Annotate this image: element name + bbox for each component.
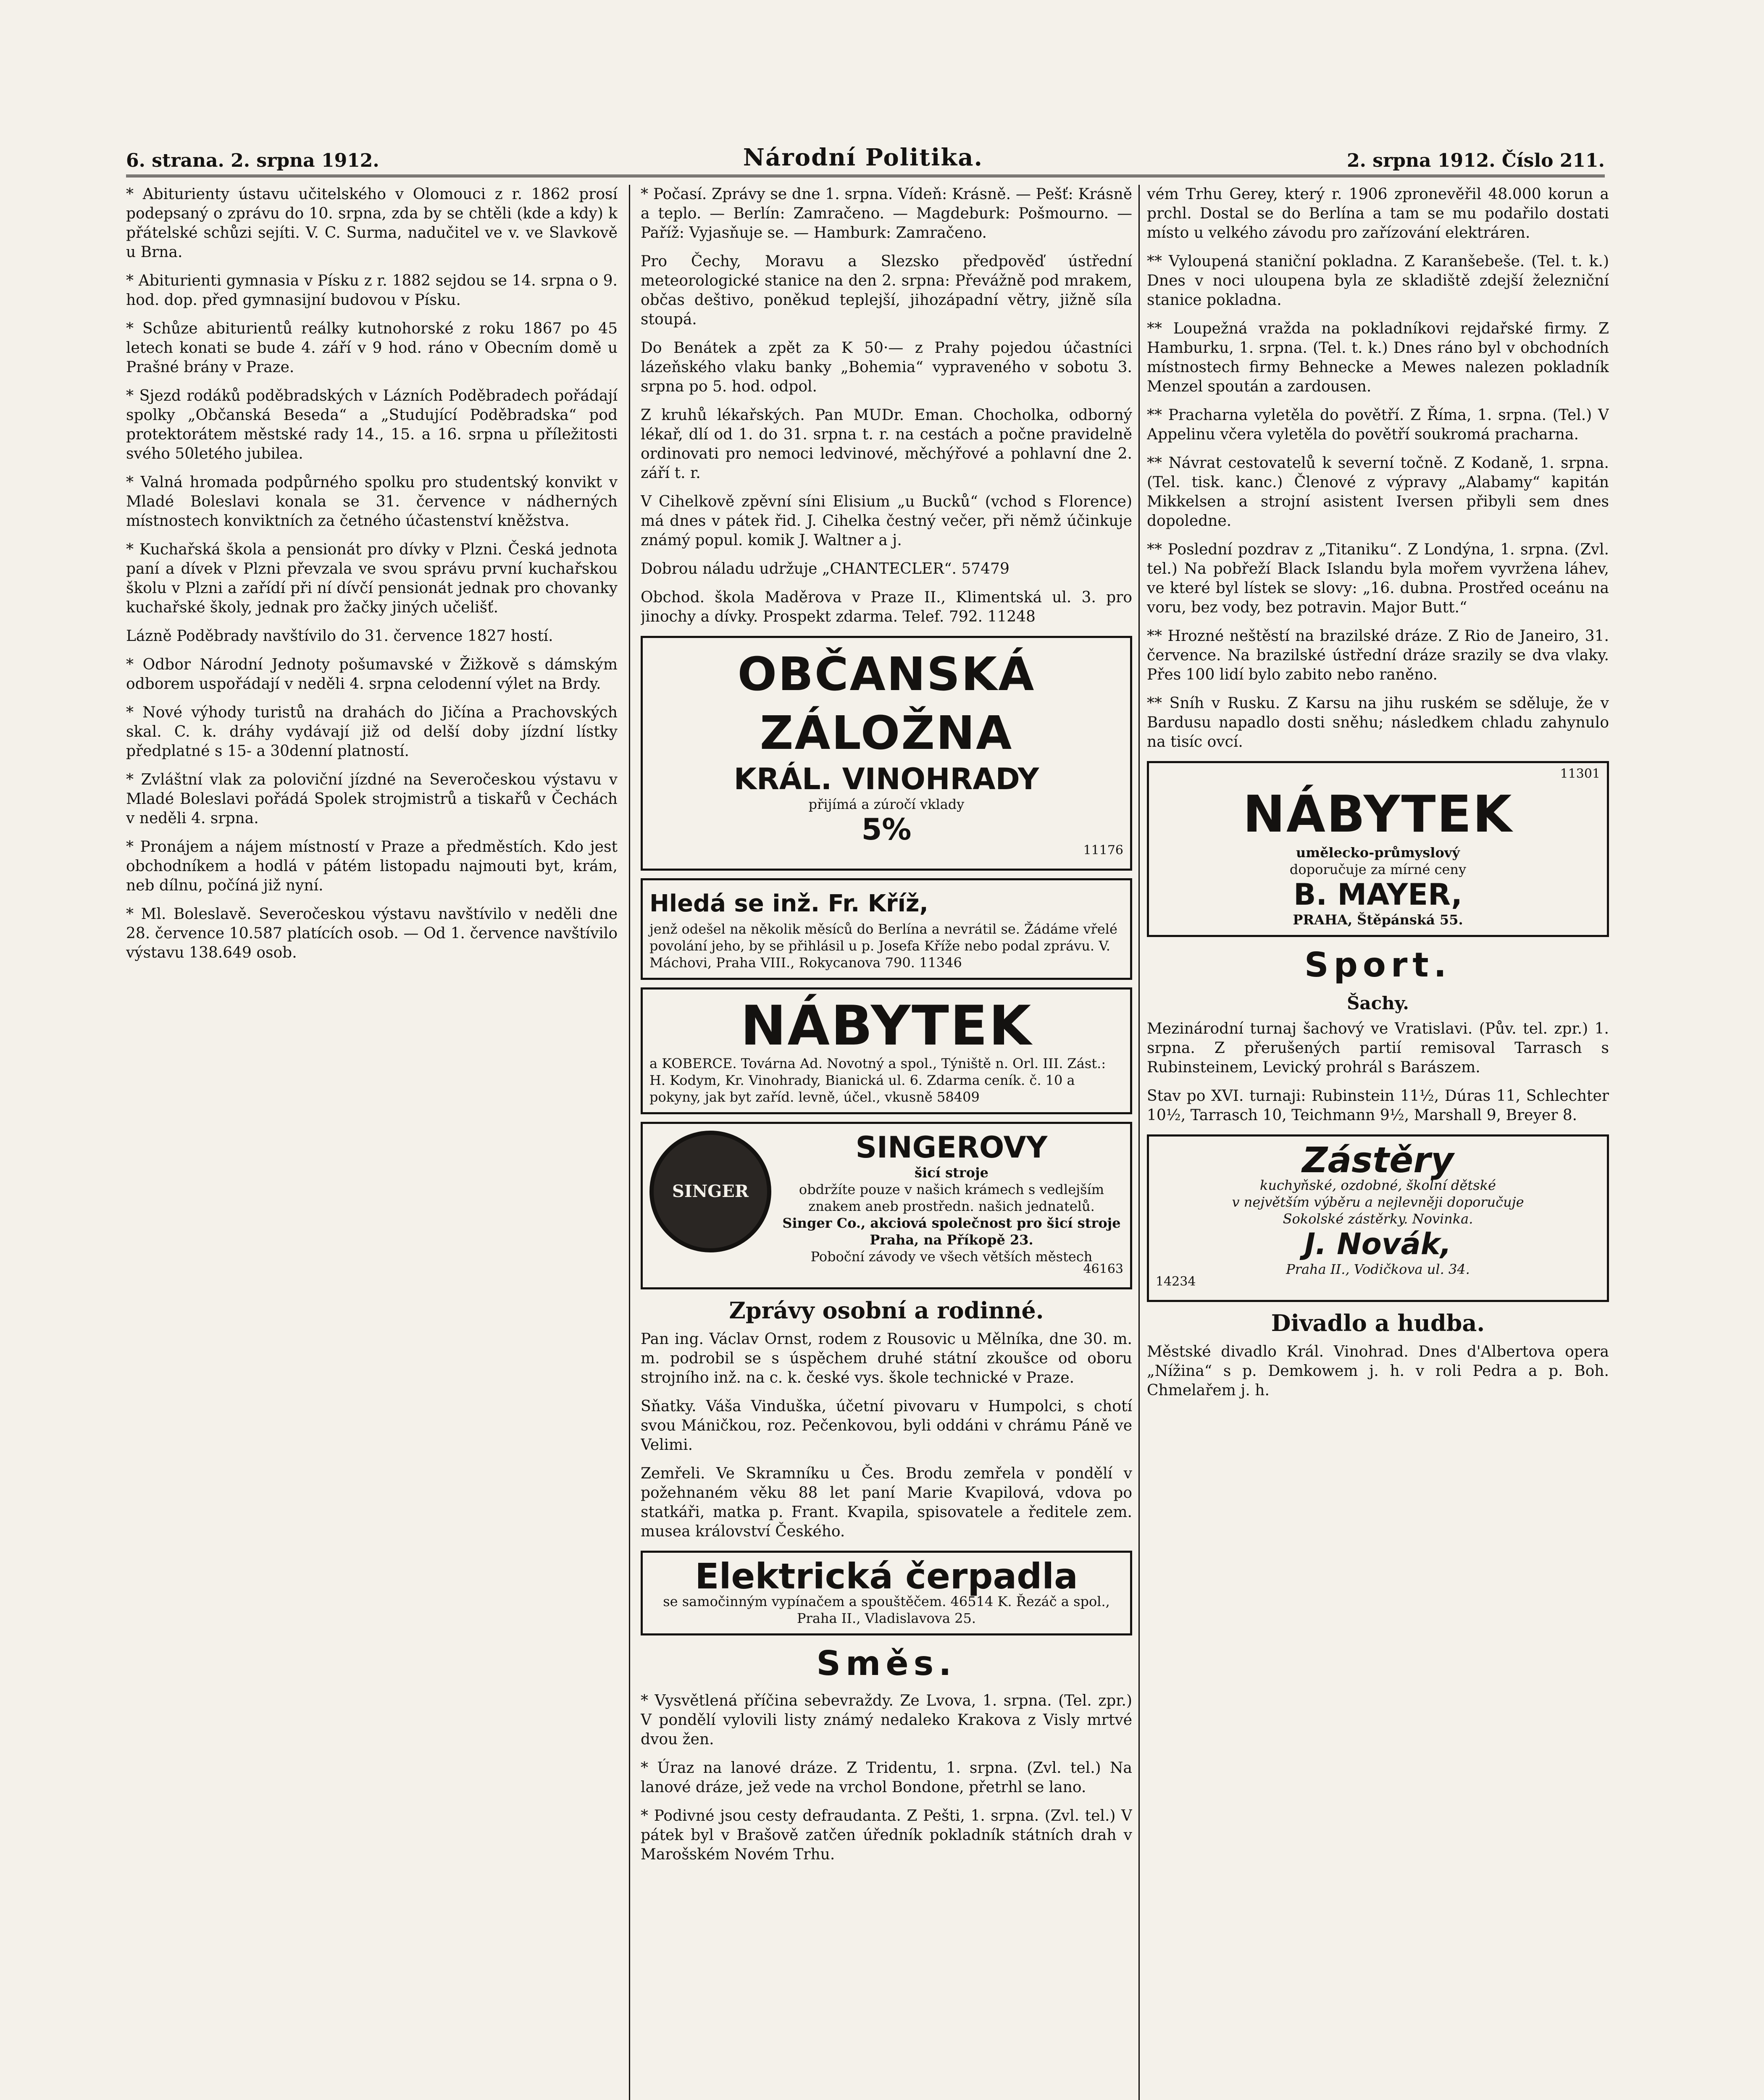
article: Lázně Poděbrady navštívilo do 31. července 1827 hostí. bbox=[126, 627, 553, 645]
article: * Abiturienty ústavu učitelského v Olomouci z r. 1862 prosí podepsaný o zprávu do 10. srpna, zda by se chtěli (kde a kdy) k přátelské schůzi sejíti. V. C. Surma, nadučitel ve v. ve Slavkově u Brna. bbox=[126, 186, 618, 261]
singer-logo-icon: SINGER bbox=[649, 1131, 771, 1252]
ad-title: OBČANSKÁ ZÁLOŽNA bbox=[737, 647, 1036, 760]
ad-title: NÁBYTEK bbox=[1243, 785, 1513, 844]
article: V Cihelkově zpěvní síni Elisium „u Bucků“ (vchod s Florence) má dnes v pátek řid. J. Cihelka čestný večer, při němž účinkuje známý popul. komik J. Waltner a j. bbox=[641, 493, 1132, 549]
column-2 bbox=[641, 185, 1132, 2100]
article: * Zvláštní vlak za poloviční jízdné na Severočeskou výstavu v Mladé Boleslavi pořádá Spolek strojmistrů a tiskařů v Čechách v neděli 4. srpna. bbox=[126, 771, 618, 827]
ad-hleda-se bbox=[641, 878, 1132, 980]
ad-side-text: kuchyňské, ozdobné, školní dětské bbox=[1260, 1177, 1496, 1193]
page-header bbox=[126, 134, 1605, 177]
article: Do Benátek a zpět za K 50·— z Prahy pojedou účastníci lázeňského vlaku banky „Bohemia“ vypraveného v sobotu 3. srpna po 5. hod. odpol. bbox=[641, 339, 1132, 395]
ad-text: přijímá a zúročí vklady bbox=[808, 796, 965, 812]
section-title: Divadlo a hudba. bbox=[1271, 1310, 1485, 1336]
article: Zemřeli. Ve Skramníku u Čes. Brodu zemřela v pondělí v požehnaném věku 88 let paní Marie Kvapilová, vdova po statkáři, matka p. Frant. Kvapila, spisovatele a ředitele zem. musea království Českého. bbox=[641, 1465, 1132, 1540]
ad-text: v největším výběru a nejlevněji doporučuje bbox=[1232, 1194, 1524, 1210]
ad-text: jenž odešel na několik měsíců do Berlína a nevrátil se. Žádáme vřelé povolání jeho, by se přihlásil u p. Josefa Kříže nebo podal zprávu. V. Máchovi, Praha VIII., Rokycanova 790. 11346 bbox=[649, 921, 1117, 971]
column-3 bbox=[1147, 185, 1609, 2100]
ad-side-text: umělecko-průmyslový bbox=[1296, 845, 1460, 861]
ad-address: Praha II., Vodičkova ul. 34. bbox=[1286, 1261, 1470, 1277]
article: ** Hrozné neštěstí na brazilské dráze. Z Rio de Janeiro, 31. července. Na brazilské ústřední dráze srazily se dva vlaky. Přes 100 lidí bylo zabito nebo raněno. bbox=[1147, 627, 1609, 683]
masthead-title: Národní Politika. bbox=[743, 144, 983, 171]
article: * Pronájem a nájem místností v Praze a předměstích. Kdo jest obchodníkem a hodlá v pátém listopadu najmouti byt, krám, neb dílnu, počíná již nyní. bbox=[126, 838, 618, 894]
section-subtitle: Šachy. bbox=[1347, 993, 1409, 1013]
column-divider bbox=[629, 185, 630, 2100]
article: Pro Čechy, Moravu a Slezsko předpověď ústřední meteorologické stanice na den 2. srpna: Převážně pod mrakem, občas deštivo, poněkud teplejší, jihozápadní větry, jižně síla stoupá. bbox=[641, 253, 1132, 328]
article: * Odbor Národní Jednoty pošumavské v Žižkově s dámským odborem uspořádají v neděli 4. srpna celodenní výlet na Brdy. bbox=[126, 656, 618, 693]
article: ** Poslední pozdrav z „Titaniku“. Z Londýna, 1. srpna. (Zvl. tel.) Na pobřeží Black Islandu byla mořem vyvržena láhev, ve které byl lístek se slovy: „16. dubna. Prostřed oceánu na voru, bez vody, bez potravin. Major Butt.“ bbox=[1147, 541, 1609, 616]
ad-subtitle: šicí stroje bbox=[915, 1165, 988, 1181]
article: Městské divadlo Král. Vinohrad. Dnes d'Albertova opera „Nížina“ s p. Demkowem j. h. v roli Pedra a p. Boh. Chmelařem j. h. bbox=[1147, 1343, 1609, 1399]
header-right: 2. srpna 1912. Číslo 211. bbox=[1347, 150, 1605, 171]
article: * Počasí. Zprávy se dne 1. srpna. Vídeň: Krásně. — Pešť: Krásně a teplo. — Berlín: Zamračeno. — Magdeburk: Pošmourno. — Paříž: Vyjasňuje se. — Hamburk: Zamračeno. bbox=[641, 186, 1132, 242]
ad-shop: Sokolské zástěrky. Novinka. bbox=[1283, 1211, 1473, 1227]
ad-nabytek-mayer bbox=[1147, 761, 1609, 937]
article: * Valná hromada podpůrného spolku pro studentský konvikt v Mladé Boleslavi konala se 31. července v nádherných místnostech konviktních za četného účastenství kněžstva. bbox=[126, 474, 618, 530]
article: * Podivné jsou cesty defraudanta. Z Pešti, 1. srpna. (Zvl. tel.) V pátek byl v Brašově zatčen úředník pokladník státních drah v Marošském Novém Trhu. bbox=[641, 1807, 1132, 1863]
article: Dobrou náladu udržuje „CHANTECLER“. 57479 bbox=[641, 560, 1010, 578]
section-title: Směs. bbox=[816, 1644, 957, 1683]
ad-percent: 5% bbox=[861, 812, 912, 847]
article: Stav po XVI. turnaji: Rubinstein 11½, Dúras 11, Schlechter 10½, Tarrasch 10, Teichmann 9½, Marshall 9, Breyer 8. bbox=[1147, 1087, 1609, 1124]
article: * Nové výhody turistů na drahách do Jičína a Prachovských skal. C. k. dráhy vydávají již od delší doby jízdní lístky předplatné s 15- a 30denní platností. bbox=[126, 704, 618, 760]
article: ** Návrat cestovatelů k severní točně. Z Kodaně, 1. srpna. (Tel. tisk. kanc.) Členové z výpravy „Alabamy“ kapitán Mikkelsen a strojní asistent Iversen přibyli sem dnes dopoledne. bbox=[1147, 454, 1609, 530]
column-1 bbox=[126, 185, 618, 2100]
article: ** Vyloupená staniční pokladna. Z Karanšebeše. (Tel. t. k.) Dnes v noci uloupena byla ze skladiště zdejší železniční stanice pokladna. bbox=[1147, 253, 1609, 309]
ad-number: 11301 bbox=[1560, 766, 1600, 781]
ad-name: B. MAYER, bbox=[1293, 877, 1462, 912]
ad-name: J. Novák, bbox=[1304, 1227, 1451, 1261]
ad-number: 11176 bbox=[1083, 843, 1123, 858]
article: * Ml. Boleslavě. Severočeskou výstavu navštívilo v neděli dne 28. července 10.587 platících osob. — Od 1. července navštívilo výstavu 138.649 osob. bbox=[126, 906, 618, 961]
ad-text: doporučuje za mírné ceny bbox=[1289, 861, 1467, 877]
ad-address: PRAHA, Štěpánská 55. bbox=[1293, 912, 1463, 928]
ad-text: a KOBERCE. Továrna Ad. Novotný a spol., Týniště n. Orl. III. Zást.: H. Kodym, Kr. Vinohrady, Bianická ul. 6. Zdarma ceník. č. 10 a pokyny, jak byt zaříd. levně, účel., vkusně 58409 bbox=[649, 1055, 1106, 1105]
ad-subtitle: KRÁL. VINOHRADY bbox=[733, 762, 1039, 796]
ad-text: se samočinným vypínačem a spouštěčem. 46514 K. Řezáč a spol., Praha II., Vladislavova 25. bbox=[663, 1593, 1110, 1626]
article: * Vysvětlená příčina sebevraždy. Ze Lvova, 1. srpna. (Tel. zpr.) V pondělí vylovili listy známý nedaleko Krakova z Visly mrtvé dvou žen. bbox=[641, 1692, 1132, 1748]
ad-number: 14234 bbox=[1156, 1274, 1196, 1289]
article: vém Trhu Gerey, který r. 1906 zpronevěřil 48.000 korun a prchl. Dostal se do Berlína a tam se mu podařilo dostati místo u velkého závodu pro zařízování elektráren. bbox=[1147, 186, 1609, 242]
ad-title: Hledá se inž. Fr. Kříž, bbox=[649, 890, 928, 917]
article: * Úraz na lanové dráze. Z Tridentu, 1. srpna. (Zvl. tel.) Na lanové dráze, jež vede na vrchol Bondone, přetrhl se lano. bbox=[641, 1759, 1132, 1796]
article: ** Sníh v Rusku. Z Karsu na jihu ruském se sděluje, že v Bardusu napadlo dosti sněhu; následkem chladu zahynulo na tisíc ovcí. bbox=[1147, 695, 1609, 751]
ad-title: NÁBYTEK bbox=[740, 994, 1033, 1058]
ad-firm: Singer Co., akciová společnost pro šicí stroje bbox=[782, 1215, 1121, 1231]
article: ** Pracharna vyletěla do povětří. Z Říma, 1. srpna. (Tel.) V Appelinu včera vyletěla do povětří soukromá pracharna. bbox=[1147, 407, 1609, 443]
ad-number: 46163 bbox=[1083, 1262, 1123, 1276]
article: * Schůze abiturientů reálky kutnohorské z roku 1867 po 45 letech konati se bude 4. září v 9 hod. ráno v Obecním domě u Prašné brány v Praze. bbox=[126, 320, 618, 376]
ad-obcanska-zalozna bbox=[641, 636, 1132, 871]
article: Obchod. škola Maděrova v Praze II., Klimentská ul. 3. pro jinochy a dívky. Prospekt zdarma. Telef. 792. 11248 bbox=[641, 589, 1132, 625]
article: * Sjezd rodáků poděbradských v Lázních Poděbradech pořádají spolky „Občanská Beseda“ a „Studující Poděbradska“ pod protektorátem městské rady 14., 15. a 16. srpna u příležitosti svého 50letého jubilea. bbox=[126, 387, 618, 462]
ad-title: Zástěry bbox=[1302, 1139, 1454, 1181]
ad-singer bbox=[641, 1122, 1132, 1289]
ad-title: Elektrická čerpadla bbox=[695, 1556, 1078, 1597]
article: * Abiturienti gymnasia v Písku z r. 1882 sejdou se 14. srpna o 9. hod. dop. před gymnasijní budovou v Písku. bbox=[126, 272, 618, 309]
article: Z kruhů lékařských. Pan MUDr. Eman. Chocholka, odborný lékař, dlí od 1. do 31. srpna t. r. na cestách a počne pravidelně ordinovati pro nemoci ledvinové, měchýřové a pohlavní dne 2. září t. r. bbox=[641, 407, 1132, 482]
ad-note: Poboční závody ve všech větších městech bbox=[810, 1249, 1093, 1265]
ad-text: obdržíte pouze v našich krámech s vedlejším znakem aneb prostředn. našich jednatelů. bbox=[799, 1181, 1104, 1214]
header-left: 6. strana. 2. srpna 1912. bbox=[126, 150, 379, 171]
article: * Kuchařská škola a pensionát pro dívky v Plzni. Česká jednota paní a dívek v Plzni převzala ve svou správu první kuchařskou školu v Plzni a zařídí při ní dívčí pensionát jednak pro chovanky kuchařské školy, jednak pro žačky jiných učelišť. bbox=[126, 541, 618, 616]
article: Mezinárodní turnaj šachový ve Vratislavi. (Pův. tel. zpr.) 1. srpna. Z přerušených partií remisoval Tarrasch s Rubinsteinem, Levický prohrál s Barászem. bbox=[1147, 1020, 1609, 1076]
column-divider bbox=[1138, 185, 1140, 2100]
ad-address: Praha, na Příkopě 23. bbox=[870, 1232, 1033, 1248]
ad-elektricka-cerpadla bbox=[641, 1551, 1132, 1635]
article: Pan ing. Václav Ornst, rodem z Rousovic u Mělníka, dne 30. m. m. podrobil se s úspěchem druhé státní zkoušce od oboru strojního inž. na c. k. české vys. škole technické v Praze. bbox=[641, 1331, 1132, 1386]
ad-nabytek-novotny bbox=[641, 987, 1132, 1114]
article: Sňatky. Váša Vinduška, účetní pivovaru v Humpolci, s chotí svou Máničkou, roz. Pečenkovou, byli oddáni v chrámu Páně ve Velimi. bbox=[641, 1398, 1132, 1454]
section-title: Sport. bbox=[1304, 945, 1451, 984]
ad-title: SINGEROVY bbox=[855, 1130, 1048, 1165]
article: ** Loupežná vražda na pokladníkovi rejdařské firmy. Z Hamburku, 1. srpna. (Tel. t. k.) Dnes ráno byl v obchodních místnostech firmy Behnecke a Mewes nalezen pokladník Menzel spoután a zardousen. bbox=[1147, 320, 1609, 395]
ad-zastery-novak bbox=[1147, 1134, 1609, 1302]
section-title: Zprávy osobní a rodinné. bbox=[729, 1297, 1044, 1324]
